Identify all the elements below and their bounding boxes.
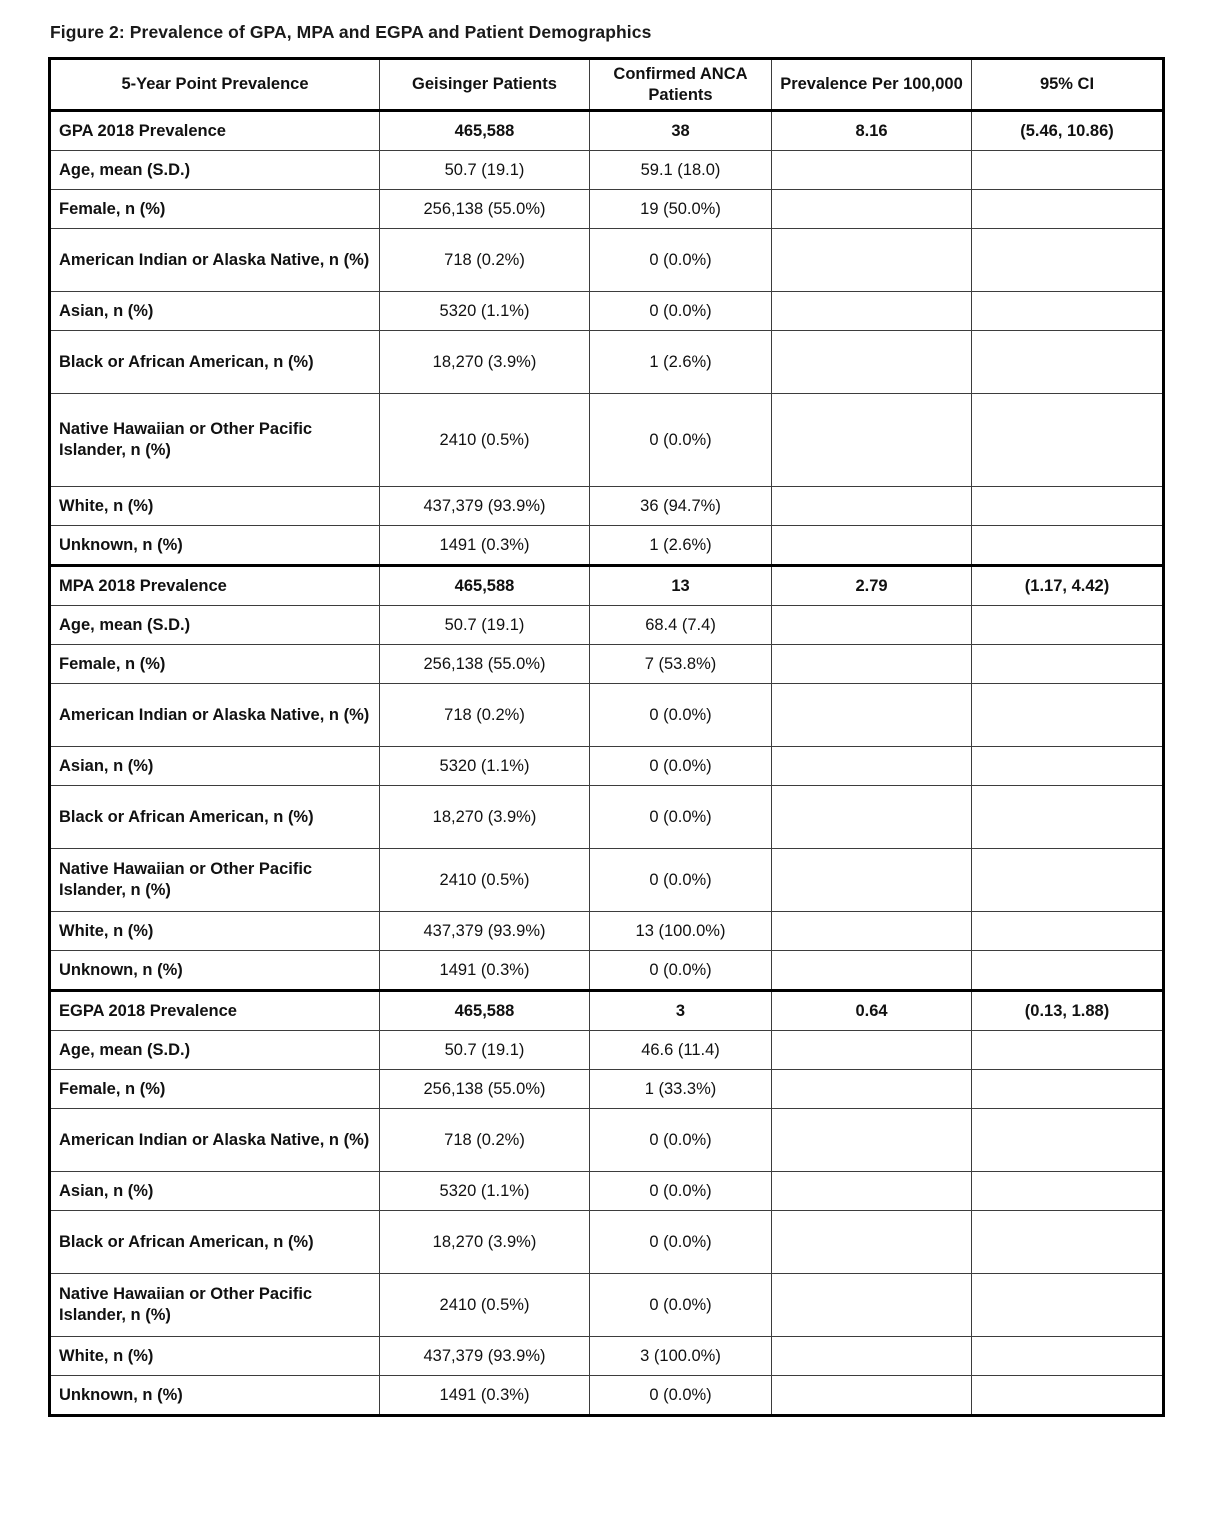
cell-prevalence-per-100000 [772,951,972,991]
cell-confirmed-anca-patients: 0 (0.0%) [590,1172,772,1211]
cell-confirmed-anca-patients: 19 (50.0%) [590,190,772,229]
table-row [50,190,1164,229]
table-row [50,229,1164,292]
cell-geisinger-patients: 256,138 (55.0%) [380,190,590,229]
row-label: Age, mean (S.D.) [50,1031,380,1070]
row-label: Native Hawaiian or Other Pacific Islander, n (%) [50,849,380,912]
cell-geisinger-patients: 437,379 (93.9%) [380,487,590,526]
cell-geisinger-patients: 5320 (1.1%) [380,747,590,786]
cell-95-ci [972,606,1164,645]
table-row [50,1274,1164,1337]
cell-prevalence-per-100000 [772,849,972,912]
cell-95-ci: (0.13, 1.88) [972,991,1164,1031]
cell-prevalence-per-100000 [772,292,972,331]
table-row [50,1109,1164,1172]
column-header-point-prevalence: 5-Year Point Prevalence [50,59,380,111]
table-body [50,111,1164,1416]
cell-95-ci [972,1031,1164,1070]
cell-prevalence-per-100000 [772,229,972,292]
cell-confirmed-anca-patients: 13 (100.0%) [590,912,772,951]
cell-confirmed-anca-patients: 3 [590,991,772,1031]
row-label: Black or African American, n (%) [50,786,380,849]
cell-geisinger-patients: 1491 (0.3%) [380,526,590,566]
cell-confirmed-anca-patients: 68.4 (7.4) [590,606,772,645]
cell-confirmed-anca-patients: 36 (94.7%) [590,487,772,526]
table-row [50,645,1164,684]
cell-prevalence-per-100000 [772,487,972,526]
cell-geisinger-patients: 437,379 (93.9%) [380,1337,590,1376]
cell-95-ci [972,849,1164,912]
cell-95-ci [972,1109,1164,1172]
cell-confirmed-anca-patients: 0 (0.0%) [590,394,772,487]
cell-95-ci [972,1211,1164,1274]
row-label: Asian, n (%) [50,292,380,331]
row-label: Age, mean (S.D.) [50,151,380,190]
table-row [50,1337,1164,1376]
column-header-geisinger-patients: Geisinger Patients [380,59,590,111]
row-label: Female, n (%) [50,645,380,684]
cell-geisinger-patients: 437,379 (93.9%) [380,912,590,951]
table-row [50,991,1164,1031]
cell-confirmed-anca-patients: 0 (0.0%) [590,786,772,849]
row-label: MPA 2018 Prevalence [50,566,380,606]
cell-geisinger-patients: 1491 (0.3%) [380,951,590,991]
row-label: Female, n (%) [50,190,380,229]
cell-confirmed-anca-patients: 0 (0.0%) [590,747,772,786]
cell-geisinger-patients: 256,138 (55.0%) [380,645,590,684]
cell-95-ci [972,190,1164,229]
table-row [50,566,1164,606]
cell-prevalence-per-100000 [772,1109,972,1172]
cell-95-ci [972,1376,1164,1416]
cell-prevalence-per-100000 [772,394,972,487]
cell-95-ci [972,1337,1164,1376]
row-label: White, n (%) [50,1337,380,1376]
table-header [50,59,1164,111]
cell-confirmed-anca-patients: 0 (0.0%) [590,1376,772,1416]
row-label: Unknown, n (%) [50,526,380,566]
cell-95-ci [972,786,1164,849]
cell-confirmed-anca-patients: 7 (53.8%) [590,645,772,684]
cell-95-ci [972,229,1164,292]
row-label: American Indian or Alaska Native, n (%) [50,1109,380,1172]
cell-prevalence-per-100000: 0.64 [772,991,972,1031]
cell-prevalence-per-100000 [772,1172,972,1211]
cell-prevalence-per-100000 [772,331,972,394]
row-label: Native Hawaiian or Other Pacific Islander, n (%) [50,394,380,487]
cell-prevalence-per-100000 [772,1376,972,1416]
cell-prevalence-per-100000 [772,684,972,747]
cell-geisinger-patients: 465,588 [380,566,590,606]
column-header-prevalence-per-100000: Prevalence Per 100,000 [772,59,972,111]
row-label: White, n (%) [50,912,380,951]
cell-prevalence-per-100000 [772,912,972,951]
cell-confirmed-anca-patients: 0 (0.0%) [590,849,772,912]
table-row [50,1070,1164,1109]
table-row [50,487,1164,526]
cell-prevalence-per-100000 [772,786,972,849]
cell-95-ci [972,292,1164,331]
cell-geisinger-patients: 5320 (1.1%) [380,292,590,331]
cell-95-ci [972,684,1164,747]
cell-geisinger-patients: 1491 (0.3%) [380,1376,590,1416]
cell-confirmed-anca-patients: 0 (0.0%) [590,951,772,991]
table-row [50,526,1164,566]
cell-95-ci [972,151,1164,190]
table-row [50,849,1164,912]
cell-confirmed-anca-patients: 0 (0.0%) [590,684,772,747]
row-label: Asian, n (%) [50,1172,380,1211]
cell-confirmed-anca-patients: 38 [590,111,772,151]
cell-95-ci [972,331,1164,394]
cell-95-ci [972,526,1164,566]
cell-confirmed-anca-patients: 59.1 (18.0) [590,151,772,190]
cell-confirmed-anca-patients: 0 (0.0%) [590,1109,772,1172]
table-row [50,684,1164,747]
cell-geisinger-patients: 718 (0.2%) [380,1109,590,1172]
cell-prevalence-per-100000 [772,526,972,566]
table-row [50,747,1164,786]
row-label: White, n (%) [50,487,380,526]
table-row [50,111,1164,151]
figure-caption: Figure 2: Prevalence of GPA, MPA and EGPA and Patient Demographics [50,22,652,42]
cell-prevalence-per-100000 [772,747,972,786]
row-label: American Indian or Alaska Native, n (%) [50,684,380,747]
row-label: EGPA 2018 Prevalence [50,991,380,1031]
cell-95-ci: (1.17, 4.42) [972,566,1164,606]
column-header-95-ci: 95% CI [972,59,1164,111]
cell-confirmed-anca-patients: 3 (100.0%) [590,1337,772,1376]
cell-geisinger-patients: 18,270 (3.9%) [380,786,590,849]
cell-geisinger-patients: 256,138 (55.0%) [380,1070,590,1109]
cell-geisinger-patients: 2410 (0.5%) [380,849,590,912]
cell-prevalence-per-100000 [772,190,972,229]
table-row [50,151,1164,190]
cell-geisinger-patients: 718 (0.2%) [380,229,590,292]
table-row [50,1031,1164,1070]
cell-95-ci [972,747,1164,786]
row-label: Unknown, n (%) [50,1376,380,1416]
table-row [50,1211,1164,1274]
cell-95-ci: (5.46, 10.86) [972,111,1164,151]
cell-geisinger-patients: 465,588 [380,991,590,1031]
cell-prevalence-per-100000 [772,1274,972,1337]
cell-geisinger-patients: 465,588 [380,111,590,151]
cell-confirmed-anca-patients: 1 (2.6%) [590,526,772,566]
table-row [50,1172,1164,1211]
cell-confirmed-anca-patients: 0 (0.0%) [590,1274,772,1337]
row-label: Age, mean (S.D.) [50,606,380,645]
row-label: American Indian or Alaska Native, n (%) [50,229,380,292]
cell-95-ci [972,951,1164,991]
table-row [50,394,1164,487]
cell-prevalence-per-100000 [772,1070,972,1109]
cell-confirmed-anca-patients: 0 (0.0%) [590,1211,772,1274]
column-header-confirmed-anca-patients: Confirmed ANCA Patients [590,59,772,111]
cell-prevalence-per-100000: 2.79 [772,566,972,606]
cell-confirmed-anca-patients: 13 [590,566,772,606]
row-label: GPA 2018 Prevalence [50,111,380,151]
row-label: Female, n (%) [50,1070,380,1109]
cell-geisinger-patients: 718 (0.2%) [380,684,590,747]
cell-prevalence-per-100000 [772,606,972,645]
cell-geisinger-patients: 5320 (1.1%) [380,1172,590,1211]
row-label: Asian, n (%) [50,747,380,786]
cell-prevalence-per-100000 [772,645,972,684]
cell-geisinger-patients: 50.7 (19.1) [380,151,590,190]
header-row [50,59,1164,111]
table-row [50,1376,1164,1416]
table-row [50,912,1164,951]
cell-95-ci [972,1172,1164,1211]
cell-95-ci [972,912,1164,951]
cell-95-ci [972,487,1164,526]
cell-geisinger-patients: 50.7 (19.1) [380,606,590,645]
cell-95-ci [972,1070,1164,1109]
cell-confirmed-anca-patients: 1 (2.6%) [590,331,772,394]
cell-prevalence-per-100000 [772,1031,972,1070]
prevalence-demographics-table [48,57,1165,1417]
table-row [50,331,1164,394]
cell-prevalence-per-100000: 8.16 [772,111,972,151]
row-label: Native Hawaiian or Other Pacific Islander, n (%) [50,1274,380,1337]
cell-prevalence-per-100000 [772,1337,972,1376]
cell-prevalence-per-100000 [772,1211,972,1274]
cell-confirmed-anca-patients: 0 (0.0%) [590,229,772,292]
row-label: Black or African American, n (%) [50,331,380,394]
cell-95-ci [972,645,1164,684]
cell-confirmed-anca-patients: 46.6 (11.4) [590,1031,772,1070]
table-row [50,786,1164,849]
cell-geisinger-patients: 18,270 (3.9%) [380,331,590,394]
cell-geisinger-patients: 18,270 (3.9%) [380,1211,590,1274]
cell-95-ci [972,394,1164,487]
table-row [50,292,1164,331]
table-row [50,606,1164,645]
row-label: Unknown, n (%) [50,951,380,991]
cell-geisinger-patients: 2410 (0.5%) [380,1274,590,1337]
cell-geisinger-patients: 2410 (0.5%) [380,394,590,487]
cell-95-ci [972,1274,1164,1337]
cell-confirmed-anca-patients: 1 (33.3%) [590,1070,772,1109]
table-row [50,951,1164,991]
row-label: Black or African American, n (%) [50,1211,380,1274]
cell-prevalence-per-100000 [772,151,972,190]
cell-geisinger-patients: 50.7 (19.1) [380,1031,590,1070]
cell-confirmed-anca-patients: 0 (0.0%) [590,292,772,331]
